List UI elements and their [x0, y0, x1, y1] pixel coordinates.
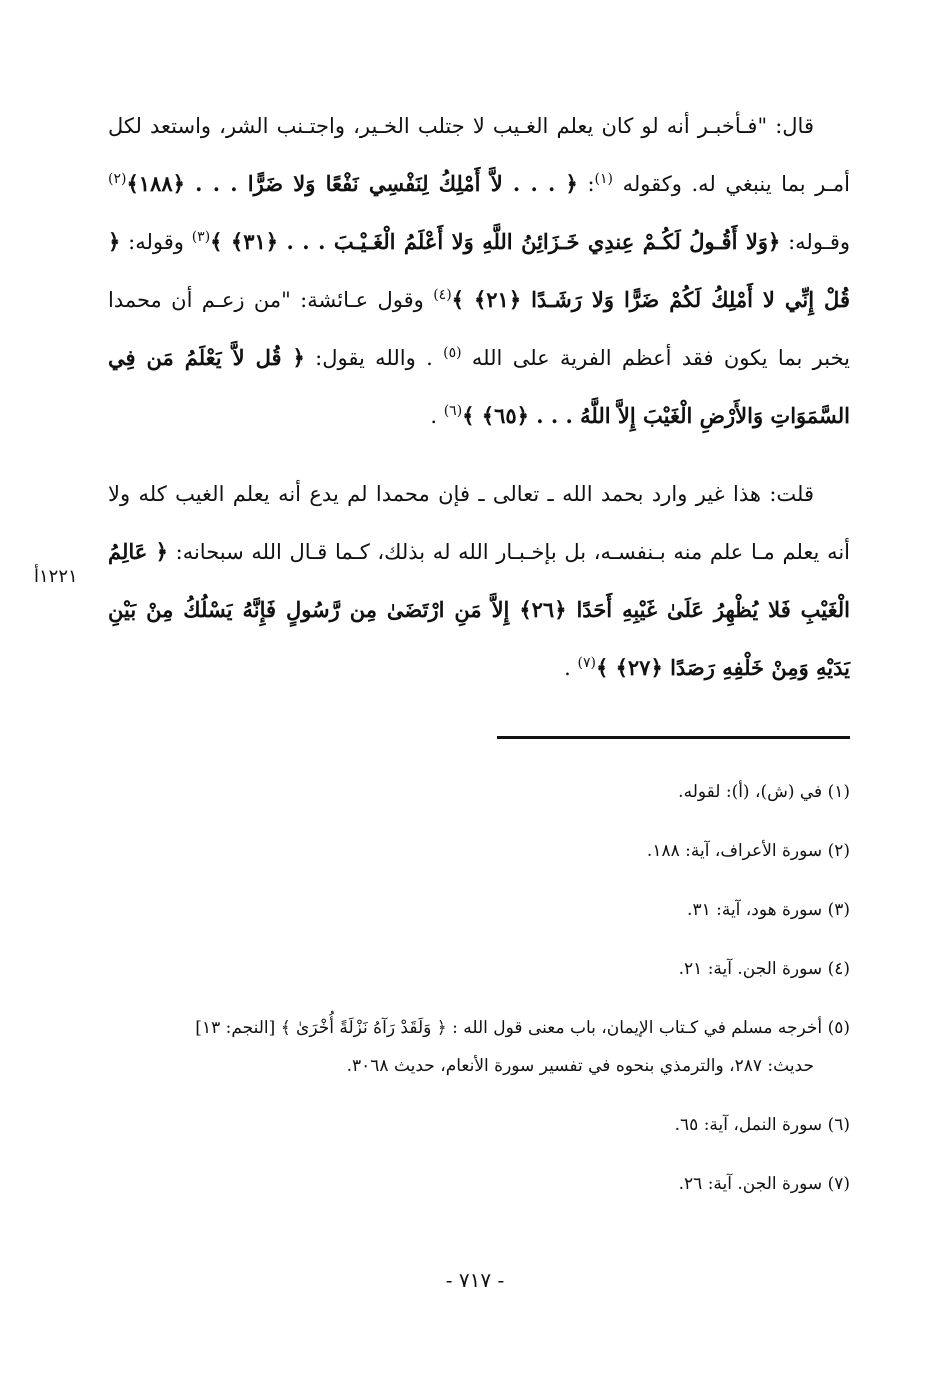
- text-segment: قال: "فـأخبـر أنه لو كان يعلم الغـيب لا جتلب الخـير، واجتـنب الشر، واستعد لكل أمـر بما ينبغي له. وكقوله: [108, 114, 850, 196]
- footnote-number: (٧): [827, 1174, 850, 1194]
- footnote-text: سورة الأعراف، آية: ١٨٨.: [646, 841, 823, 861]
- footnote-number: (٥): [827, 1018, 850, 1038]
- footnotes: [108, 778, 850, 1229]
- text-segment: قلت: هذا غير وارد بحمد الله ـ تعالى ـ فإن محمدا لم يدع أنه يعلم الغيب كله ولا أنه يعلم مـا علم منه بـنفسـه، بل بإخـبـار الله له بذلك، كـما قـال الله سبحانه:: [108, 482, 851, 564]
- footnote-item: [108, 837, 850, 865]
- footnote-ref-1: (١): [594, 171, 614, 187]
- main-text: [108, 98, 850, 697]
- text-segment: .: [430, 404, 444, 428]
- paragraph-1: [108, 98, 850, 445]
- footnote-item: [108, 896, 850, 924]
- footnote-item: [108, 778, 850, 806]
- footnote-number: (٤): [827, 959, 850, 979]
- footnote-number: (١): [827, 782, 850, 802]
- footnote-item: [108, 1170, 850, 1198]
- footnote-text: سورة النمل، آية: ٦٥.: [674, 1115, 823, 1135]
- text-segment: . والله يقول:: [304, 346, 444, 370]
- footnote-number: (٦): [827, 1115, 850, 1135]
- manuscript-folio-note: ١٢٢١أ: [34, 566, 78, 587]
- footnote-ref-6: (٦): [443, 403, 463, 419]
- text-segment: :: [577, 172, 595, 196]
- paragraph-2: [108, 466, 850, 697]
- footnote-text: أخرجه مسلم في كـتاب الإيمان، باب معنى قول الله : ﴿ وَلَقَدْ رَآهُ نَزْلَةً أُخْرَىٰ ﴾ [النجم: ١٣]: [195, 1018, 823, 1038]
- footnote-ref-2: (٢): [108, 171, 127, 187]
- text-segment: .: [564, 656, 578, 680]
- page-number: - ٧١٧ -: [445, 1268, 505, 1292]
- footnote-ref-5: (٥): [443, 345, 462, 361]
- footnote-item: [108, 1014, 850, 1080]
- footnote-text: في (ش)، (أ): لقوله.: [678, 782, 823, 802]
- footnote-number: (٣): [827, 900, 850, 920]
- text-segment: وقوله:: [120, 230, 192, 254]
- quran-quote-1: ﴿ . . . لاَّ أَمْلِكُ لِنَفْسِي نَفْعًا وَلا ضَرًّا . . . ﴿١٨٨﴾: [126, 171, 578, 196]
- text-segment: وقول عـائشة: "من زعـم أن محمدا يخبر بما يكون فقد أعظم الفرية على الله: [108, 288, 850, 370]
- quran-quote-3: ﴿ قُلْ إِنِّي لا أَمْلِكُ لَكُمْ ضَرًّا وَلا رَشَـدًا ﴿٢١﴾ ﴾: [108, 229, 851, 312]
- quran-quote-2: ﴿وَلا أَقُـولُ لَكُـمْ عِندِي خَـزَائِنُ اللَّهِ وَلا أَعْلَمُ الْغَـيْـبَ . . . ﴿٣١﴾ ﴾: [210, 229, 781, 254]
- footnote-number: (٢): [827, 841, 850, 861]
- footnote-text: سورة هود، آية: ٣١.: [687, 900, 823, 920]
- quran-quote-4: ﴿ قُل لاَّ يَعْلَمُ مَن فِي السَّمَوَاتِ وَالأَرْضِ الْغَيْبَ إِلاَّ اللَّهُ . . . ﴿٦٥﴾ ﴾: [108, 345, 850, 428]
- footnote-text: سورة الجن. آية: ٢١.: [678, 959, 823, 979]
- text-segment: وقـوله:: [780, 230, 851, 254]
- quran-quote-5: ﴿ عَالِمُ الْغَيْبِ فَلا يُظْهِرُ عَلَىٰ غَيْبِهِ أَحَدًا ﴿٢٦﴾ إِلاَّ مَنِ ارْتَضَىٰ مِن رَّسُولٍ فَإِنَّهُ يَسْلُكُ مِنْ بَيْنِ يَدَيْهِ وَمِنْ خَلْفِهِ رَصَدًا ﴿٢٧﴾ ﴾: [108, 539, 850, 680]
- footnote-text: سورة الجن. آية: ٢٦.: [678, 1174, 823, 1194]
- footnote-ref-4: (٤): [433, 287, 452, 303]
- footnote-item: [108, 955, 850, 983]
- footnote-item: [108, 1111, 850, 1139]
- footnote-divider: [497, 736, 850, 739]
- footnote-ref-3: (٣): [191, 229, 211, 245]
- footnote-continuation: حديث: ٢٨٧، والترمذي بنحوه في تفسير سورة الأنعام، حديث ٣٠٦٨.: [346, 1056, 814, 1076]
- footnote-ref-7: (٧): [577, 655, 596, 671]
